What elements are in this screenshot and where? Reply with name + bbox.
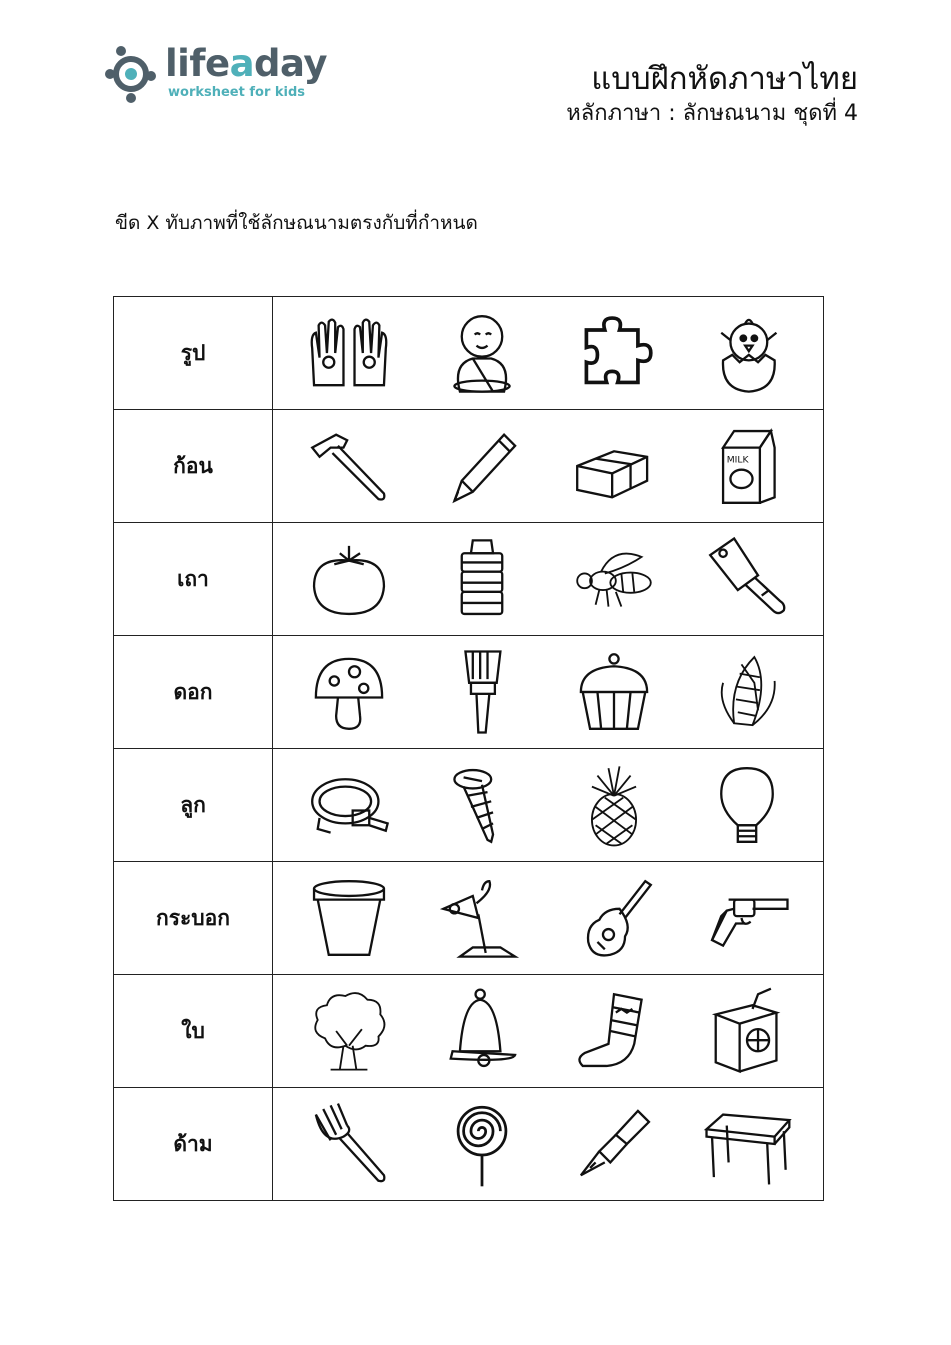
picture-option[interactable] <box>697 642 797 742</box>
classifier-label: ดอก <box>114 636 273 749</box>
pineapple-icon <box>568 759 660 851</box>
classifier-label: ก้อน <box>114 410 273 523</box>
picture-option[interactable] <box>564 416 664 516</box>
classifier-label: ด้าม <box>114 1088 273 1201</box>
picture-option[interactable] <box>299 981 399 1081</box>
picture-option[interactable] <box>697 868 797 968</box>
picture-option[interactable] <box>432 416 532 516</box>
picture-option[interactable] <box>564 303 664 403</box>
instruction-text: ขีด X ทับภาพที่ใช้ลักษณนามตรงกับที่กำหนด <box>115 212 478 234</box>
picture-option[interactable] <box>697 303 797 403</box>
picture-option[interactable] <box>299 303 399 403</box>
picture-option[interactable] <box>697 1094 797 1194</box>
desk-lamp-icon <box>436 872 528 964</box>
table-icon <box>701 1098 793 1190</box>
logo-tagline: worksheet for kids <box>168 85 306 100</box>
picture-cells <box>273 749 824 862</box>
svg-text:MILK: MILK <box>726 454 749 466</box>
guitar-icon <box>568 872 660 964</box>
classifier-label: รูป <box>114 297 273 410</box>
picture-option[interactable] <box>697 529 797 629</box>
picture-cells <box>273 1088 824 1201</box>
bee-icon <box>568 533 660 625</box>
table-row <box>114 410 824 523</box>
table-row <box>114 975 824 1088</box>
picture-option[interactable] <box>564 868 664 968</box>
table-row <box>114 636 824 749</box>
screw-icon <box>436 759 528 851</box>
fork-icon <box>303 1098 395 1190</box>
table-row <box>114 749 824 862</box>
picture-cells <box>273 410 824 523</box>
table-row <box>114 523 824 636</box>
worksheet-table <box>113 296 824 1201</box>
classifier-label: เถา <box>114 523 273 636</box>
picture-option[interactable] <box>299 529 399 629</box>
juice-box-icon <box>701 985 793 1077</box>
hammer-icon <box>303 420 395 512</box>
picture-option[interactable] <box>432 755 532 855</box>
picture-option[interactable] <box>299 755 399 855</box>
revolver-icon <box>701 872 793 964</box>
eraser-icon <box>568 420 660 512</box>
sock-icon <box>568 985 660 1077</box>
picture-option[interactable] <box>299 868 399 968</box>
chick-in-egg-icon <box>701 307 793 399</box>
picture-option[interactable] <box>564 981 664 1081</box>
picture-option[interactable] <box>432 981 532 1081</box>
page-subtitle: หลักภาษา : ลักษณนาม ชุดที่ 4 <box>566 101 858 126</box>
table-row <box>114 297 824 410</box>
light-bulb-icon <box>701 759 793 851</box>
logo-wordmark: lifeaday <box>165 42 327 85</box>
picture-cells <box>273 862 824 975</box>
bell-icon <box>436 985 528 1077</box>
picture-option[interactable] <box>697 416 797 516</box>
picture-option[interactable] <box>432 642 532 742</box>
cleaver-icon <box>701 533 793 625</box>
picture-option[interactable] <box>432 303 532 403</box>
food-carrier-icon <box>436 533 528 625</box>
gloves-icon <box>303 307 395 399</box>
classifier-label: ใบ <box>114 975 273 1088</box>
fountain-pen-icon <box>568 1098 660 1190</box>
corn-icon <box>701 646 793 738</box>
picture-cells <box>273 297 824 410</box>
picture-option[interactable] <box>697 755 797 855</box>
belt-icon <box>303 759 395 851</box>
milk-carton-icon <box>701 420 793 512</box>
picture-option[interactable] <box>432 529 532 629</box>
puzzle-piece-icon <box>568 307 660 399</box>
tomato-icon <box>303 533 395 625</box>
classifier-label: ลูก <box>114 749 273 862</box>
lollipop-icon <box>436 1098 528 1190</box>
picture-option[interactable] <box>432 1094 532 1194</box>
logo-mark-icon <box>105 44 161 106</box>
page-title: แบบฝึกหัดภาษาไทย <box>591 61 858 97</box>
table-row <box>114 1088 824 1201</box>
mushroom-icon <box>303 646 395 738</box>
pencil-icon <box>436 420 528 512</box>
picture-option[interactable] <box>564 642 664 742</box>
table-row <box>114 862 824 975</box>
classifier-label: กระบอก <box>114 862 273 975</box>
picture-option[interactable] <box>564 1094 664 1194</box>
flower-pot-icon <box>303 872 395 964</box>
picture-option[interactable] <box>432 868 532 968</box>
picture-option[interactable] <box>299 1094 399 1194</box>
paintbrush-icon <box>436 646 528 738</box>
picture-option[interactable] <box>697 981 797 1081</box>
picture-option[interactable] <box>564 529 664 629</box>
picture-cells <box>273 636 824 749</box>
picture-option[interactable] <box>299 416 399 516</box>
picture-option[interactable] <box>299 642 399 742</box>
picture-cells <box>273 975 824 1088</box>
monk-icon <box>436 307 528 399</box>
cupcake-icon <box>568 646 660 738</box>
tree-icon <box>303 985 395 1077</box>
logo <box>105 42 327 106</box>
picture-option[interactable] <box>564 755 664 855</box>
picture-cells <box>273 523 824 636</box>
